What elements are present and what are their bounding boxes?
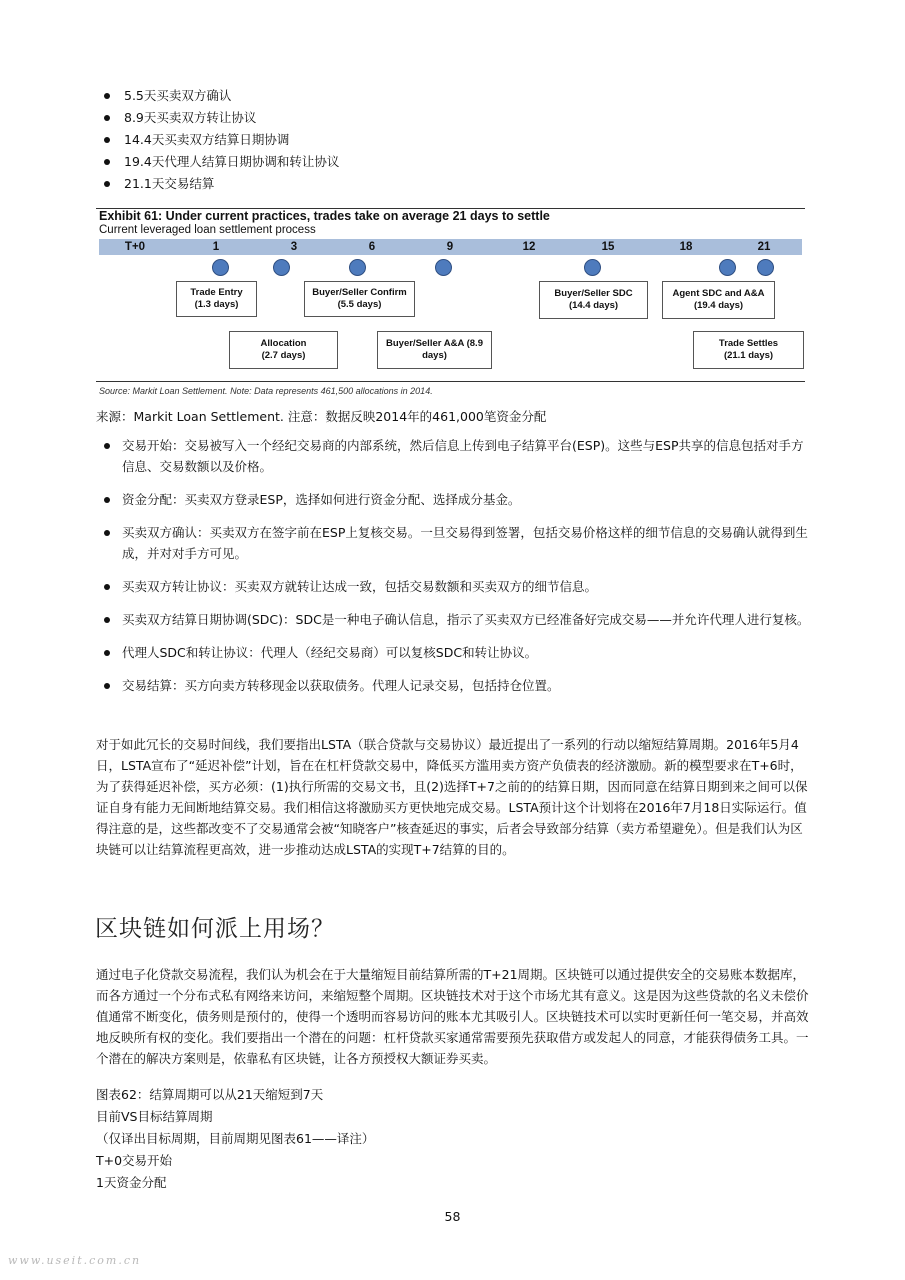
tick-label: 9 xyxy=(446,241,454,253)
box-label: Agent SDC and A&A xyxy=(672,288,765,299)
box-allocation xyxy=(229,331,338,369)
exhibit-title: Exhibit 61: Under current practices, trades take on average 21 days to settle xyxy=(99,209,550,223)
box-label: Trade Entry xyxy=(190,287,243,298)
list-item: 买卖双方转让协议：买卖双方就转让达成一致，包括交易数额和买卖双方的细节信息。 xyxy=(96,576,812,597)
box-value: (21.1 days) xyxy=(723,350,774,361)
box-value: (14.4 days) xyxy=(568,300,619,311)
body-paragraph: 对于如此冗长的交易时间线，我们要指出LSTA（联合贷款与交易协议）最近提出了一系列的行动以缩短结算周期。2016年5月4日，LSTA宣布了“延迟补偿”计划，旨在在杠杆贷款交易中，降低买方滥用卖方资产负债表的经济激励。新的模型要求在T+6时，为了获得延迟补偿，买方必须：(1)执行所需的交易文书，且(2)选择T+7之前的的结算日期，因而同意在结算日期到来之间可以保证自身有能力无间断地结算交易。我们相信这将激励买方更快地完成交易。LSTA预计这个计划将在2016年7月18日实际运行。值得注意的是，这些都改变不了交易通常会被“知晓客户”核查延迟的事实，后者会导致部分结算（卖方希望避免）。但是我们认为区块链可以让结算流程更高效，进一步推动达成LSTA的实现T+7结算的目的。 xyxy=(96,737,808,857)
exhibit-source: Source: Markit Loan Settlement. Note: Data represents 461,500 allocations in 2014. xyxy=(99,386,433,396)
timeline-dot xyxy=(719,259,736,276)
caption-line: T+0交易开始 xyxy=(96,1153,173,1168)
timeline-dot xyxy=(757,259,774,276)
list-item: 代理人SDC和转让协议：代理人（经纪交易商）可以复核SDC和转让协议。 xyxy=(96,642,812,663)
box-label: Allocation xyxy=(260,338,307,349)
box-label: Buyer/Seller SDC xyxy=(554,288,633,299)
box-trade-settles xyxy=(693,331,804,369)
list-item: 交易结算：买方向卖方转移现金以获取债务。代理人记录交易，包括持仓位置。 xyxy=(96,675,812,696)
box-value: (2.7 days) xyxy=(261,350,306,361)
list-item: 资金分配：买卖双方登录ESP，选择如何进行资金分配、选择成分基金。 xyxy=(96,489,812,510)
box-agent-sdc xyxy=(662,281,775,319)
list-item: 5.5天买卖双方确认 xyxy=(96,85,339,107)
box-buyer-seller-confirm xyxy=(304,281,415,317)
timeline-dot xyxy=(435,259,452,276)
box-label: Buyer/Seller A&A (8.9 xyxy=(386,338,483,349)
timeline-dot xyxy=(349,259,366,276)
tick-label: 6 xyxy=(368,241,376,253)
box-value: (19.4 days) xyxy=(693,300,744,311)
box-buyer-seller-sdc xyxy=(539,281,648,319)
list-item: 19.4天代理人结算日期协调和转让协议 xyxy=(96,151,339,173)
caption-line: 1天资金分配 xyxy=(96,1175,167,1190)
timeline-dot xyxy=(584,259,601,276)
caption-line: 目前VS目标结算周期 xyxy=(96,1109,213,1124)
box-value: (1.3 days) xyxy=(194,299,239,310)
body-paragraph: 通过电子化贷款交易流程，我们认为机会在于大量缩短目前结算所需的T+21周期。区块链可以通过提供安全的交易账本数据库，而各方通过一个分布式私有网络来访问，来缩短整个周期。区块链技术对于这个市场尤其有意义。这是因为这些贷款的名义未偿价值通常不断变化，债务则是预付的，使得一个透明而容易访问的账本尤其吸引人。区块链技术可以实时更新任何一笔交易，并高效地反映所有权的变化。我们要指出一个潜在的问题：杠杆贷款买家通常需要预先获取借方或发起人的同意，才能获得债务工具。一个潜在的解决方案则是，依靠私有区块链，让各方预授权大额证券买卖。 xyxy=(96,967,809,1066)
figure-caption-lines xyxy=(96,1084,374,1194)
box-buyer-seller-aa xyxy=(377,331,492,369)
tick-label: T+0 xyxy=(124,241,146,253)
source-note: 来源：Markit Loan Settlement. 注意：数据反映2014年的461,000笔资金分配 xyxy=(96,409,547,424)
page-number: 58 xyxy=(444,1209,461,1224)
tick-label: 12 xyxy=(522,241,536,253)
top-bullet-list xyxy=(96,85,339,195)
timeline-dot xyxy=(273,259,290,276)
box-value: (5.5 days) xyxy=(337,299,382,310)
section-heading: 区块链如何派上用场？ xyxy=(95,916,335,942)
tick-label: 21 xyxy=(757,241,771,253)
tick-label: 15 xyxy=(601,241,615,253)
timeline-bar xyxy=(99,239,802,255)
list-item: 交易开始：交易被写入一个经纪交易商的内部系统，然后信息上传到电子结算平台(ESP)。这些与ESP共享的信息包括对手方信息、交易数额以及价格。 xyxy=(96,435,812,477)
caption-line: （仅译出目标周期，目前周期见图表61——译注） xyxy=(96,1131,375,1146)
exhibit-subtitle: Current leveraged loan settlement process xyxy=(99,224,316,236)
tick-label: 1 xyxy=(212,241,220,253)
list-item: 21.1天交易结算 xyxy=(96,173,339,195)
box-trade-entry xyxy=(176,281,257,317)
list-item: 买卖双方确认：买卖双方在签字前在ESP上复核交易。一旦交易得到签署，包括交易价格这样的细节信息的交易确认就得到生成，并对对手方可见。 xyxy=(96,522,812,564)
list-item: 买卖双方结算日期协调(SDC)：SDC是一种电子确认信息，指示了买卖双方已经准备好完成交易——并允许代理人进行复核。 xyxy=(96,609,812,630)
box-value: days) xyxy=(422,350,447,361)
box-label: Buyer/Seller Confirm xyxy=(312,287,407,298)
tick-label: 18 xyxy=(679,241,693,253)
watermark: www.useit.com.cn xyxy=(8,1254,142,1267)
exhibit-bottom-rule xyxy=(96,381,805,382)
box-label: Trade Settles xyxy=(718,338,779,349)
tick-label: 3 xyxy=(290,241,298,253)
list-item: 14.4天买卖双方结算日期协调 xyxy=(96,129,339,151)
caption-line: 图表62：结算周期可以从21天缩短到7天 xyxy=(96,1087,324,1102)
list-item: 8.9天买卖双方转让协议 xyxy=(96,107,339,129)
process-bullet-list xyxy=(96,435,812,708)
timeline-dot xyxy=(212,259,229,276)
